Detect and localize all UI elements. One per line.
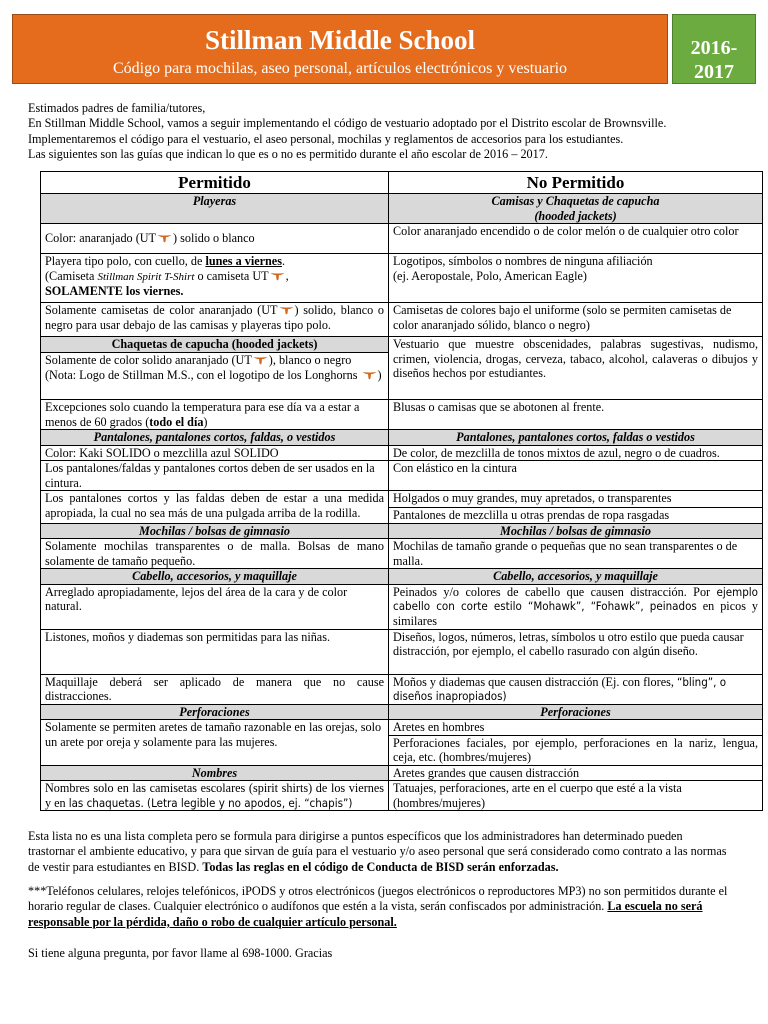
footer-contact: Si tiene alguna pregunta, por favor llame al 698-1000. Gracias [28,946,333,960]
footer-text: de vestir para estudiantes en BISD. [28,859,203,874]
section-label: (hooded jackets) [534,208,617,223]
cell-text: , [285,268,289,283]
cell-no-permitido: Mochilas de tamaño grande o pequeñas que no sean transparentes o de malla. [389,539,763,569]
no-permitido-header: No Permitido [389,172,763,194]
cell-text: las chaquetas. (Letra legible y no apodos, ej. “chapis”) [68,795,353,810]
footer-line: trastornar el ambiente educativo, y para que sirvan de guía para el vestuario y/o aseo personal que será considerado como contrato a las normas [28,844,727,859]
table-row [41,491,763,508]
cell-text: Moños y diademas que causen distracción (Ej. con flores, [393,674,677,689]
footer-line [28,899,752,914]
table-row [41,194,763,224]
cell-no-permitido: Camisetas de colores bajo el uniforme (solo se permiten camisetas de color anaranjado sólido, blanco o negro) [389,303,763,337]
cell-no-permitido: De color, de mezclilla de tonos mixtos de azul, negro o de cuadros. [389,445,763,461]
cell-no-permitido: Color anaranjado encendido o de color melón o de cualquier otro color [389,224,763,254]
cell-text: Stillman Spirit T-Shirt [97,270,195,283]
school-year: 2016-2017 [690,37,738,83]
cell-text: ) [203,414,208,429]
cell-permitido: Maquillaje deberá ser aplicado de manera que no cause distracciones. [41,674,389,704]
section-mochilas: Mochilas / bolsas de gimnasio [389,523,763,539]
cell-text: ) [377,367,382,382]
cell-no-permitido: Perforaciones faciales, por ejemplo, perforaciones en la nariz, lengua, ceja, etc. (hombres/mujeres) [389,735,763,765]
cell-permitido: Solamente mochilas transparentes o de malla. Bolsas de mano solamente de tamaño pequeño. [41,539,389,569]
table-row [41,781,763,811]
cell-no-permitido: Blusas o camisas que se abotonen al frente. [389,400,763,430]
cell-text: ) solido, blanco o negro para usar debajo de las camisas y playeras tipo polo. [45,303,384,332]
table-row [41,224,763,254]
intro-letter [28,101,748,162]
cell-text: “bling”, o diseños inapropiados) [393,674,727,703]
cell-permitido [41,781,389,811]
table-row [41,720,763,736]
table-row [41,430,763,446]
cell-no-permitido [389,254,763,303]
cell-permitido: Listones, moños y diademas son permitidas para las niñas. [41,629,389,674]
cell-text: ejemplo cabello con corte estilo “Mohawk”, “Fohawk”, peinados [393,584,758,613]
cell-text: Solamente de color solido anaranjado (UT [45,353,252,367]
cell-text: SOLAMENTE los viernes. [45,284,184,298]
cell-no-permitido [389,674,763,704]
document-subtitle: Código para mochilas, aseo personal, artículos electrónicos y vestuario [112,60,568,77]
school-title: Stillman Middle School [204,25,476,55]
cell-no-permitido [389,584,763,629]
cell-no-permitido: Aretes en hombres [389,720,763,736]
footer-line: ***Teléfonos celulares, relojes telefónicos, iPODS y otros electrónicos (juegos electrónicos o reproductores MP3) no son permitidos durante el [28,884,728,898]
cell-permitido [41,400,389,430]
section-cabello: Cabello, accesorios, y maquillaje [41,569,389,585]
table-row [41,461,763,491]
footer-text: Todas las reglas en el código de Conducta de BISD serán enforzadas. [202,859,559,874]
year-box [672,14,756,84]
section-pantalones: Pantalones, pantalones cortos, faldas, o vestidos [41,430,389,446]
cell-text: Logotipos, símbolos o nombres de ninguna afiliación [393,254,653,268]
footer-text: La escuela no será [607,899,703,914]
table-row [41,254,763,303]
cell-permitido [41,254,389,303]
cell-text: Peinados y/o colores de cabello que causen distracción. Por [393,584,717,599]
footer-line: responsable por la pérdida, daño o robo de cualquier artículo personal. [28,914,397,929]
cell-permitido: Los pantalones cortos y las faldas deben de estar a una medida apropiada, la cual no sea más de una pulgada arriba de la rodilla. [41,491,389,524]
cell-permitido [41,303,389,337]
cell-permitido [41,353,389,400]
footer-line [28,860,752,875]
section-perforaciones: Perforaciones [41,704,389,720]
table-row [41,539,763,569]
cell-text: Nombres solo en las camisetas escolares (spirit shirts) de los viernes y en [45,781,384,810]
cell-text: ) solido o blanco [173,231,255,246]
cell-text: (ej. Aeropostale, Polo, American Eagle) [393,268,587,283]
longhorn-icon [270,271,285,281]
footer-line: Esta lista no es una lista completa pero se formula para dirigirse a puntos específicos que los administradores han determinado pueden [28,829,683,843]
cell-text: en picos y similares [393,599,758,628]
table-header-row [41,172,763,194]
cell-permitido: Arreglado apropiadamente, lejos del área de la cara y de color natural. [41,584,389,629]
section-pantalones: Pantalones, pantalones cortos, faldas o vestidos [389,430,763,446]
dress-code-table [40,171,763,811]
cell-no-permitido: Holgados o muy grandes, muy apretados, o transparentes [389,491,763,508]
table-row [41,445,763,461]
cell-text: ), blanco o negro (Nota: Logo de Stillman M.S., con el logotipo de los Longhorns [45,353,361,382]
cell-text: Solamente camisetas de color anaranjado (UT [45,303,278,317]
cell-no-permitido: Vestuario que muestre obscenidades, palabras sugestivas, nudismo, crimen, violencia, drogas, cerveza, tabaco, alcohol, calaveras o dibujos y diseños hechos por estudiantes. [389,337,763,400]
table-row [41,523,763,539]
cell-text: Playera tipo polo, con cuello, de [45,254,206,268]
section-camisas [389,194,763,224]
table-row [41,569,763,585]
header-title-box [12,14,668,84]
cell-permitido: Los pantalones/faldas y pantalones cortos deben de ser usados en la cintura. [41,461,389,491]
table-row [41,765,763,781]
section-label: Playeras [192,194,237,208]
cell-no-permitido: Con elástico en la cintura [389,461,763,491]
cell-text: lunes a viernes [205,254,282,268]
table-row [41,704,763,720]
cell-text: o camiseta UT [194,268,269,283]
cell-no-permitido: Pantalones de mezclilla u otras prendas de ropa rasgadas [389,508,763,524]
table-row [41,674,763,704]
header [12,14,756,84]
footer-paragraph-electronics [28,884,752,930]
footer-text: horario regular de clases. Cualquier electrónico o audífonos que estén a la vista, serán confiscados por administración. [28,899,608,914]
cell-text: Excepciones solo cuando la temperatura para ese día va a estar a menos de 60 grados ( [45,400,360,429]
footer-paragraph-list [28,829,752,875]
cell-text: Color: anaranjado (UT [45,231,157,246]
table-row [41,400,763,430]
section-playeras [41,194,389,224]
permitido-header: Permitido [41,172,389,194]
cell-text: (Camiseta [45,268,98,283]
intro-line: Las siguientes son las guías que indican lo que es o no es permitido durante el año escolar de 2016 – 2017. [28,146,548,161]
table-row [41,584,763,629]
section-chaquetas: Chaquetas de capucha (hooded jackets) [41,337,389,353]
cell-text: . [281,254,285,268]
section-cabello: Cabello, accesorios, y maquillaje [389,569,763,585]
cell-permitido: Solamente se permiten aretes de tamaño razonable en las orejas, solo un arete por oreja y solamente para las mujeres. [41,720,389,766]
intro-line: En Stillman Middle School, vamos a seguir implementando el código de vestuario adoptado por el Distrito escolar de Brownsville. [28,116,667,131]
table-row [41,303,763,337]
intro-line: Estimados padres de familia/tutores, [28,101,206,115]
cell-no-permitido: Aretes grandes que causen distracción [389,765,763,781]
longhorn-icon [362,370,377,380]
section-nombres: Nombres [41,765,389,781]
cell-no-permitido: Tatuajes, perforaciones, arte en el cuerpo que esté a la vista (hombres/mujeres) [389,781,763,811]
longhorn-icon [279,305,294,315]
longhorn-icon [253,355,268,365]
cell-no-permitido: Diseños, logos, números, letras, símbolos u otro estilo que pueda causar distracción, por ejemplo, el cabello rasurado con algún diseño. [389,629,763,674]
section-perforaciones: Perforaciones [389,704,763,720]
cell-permitido [41,224,389,254]
cell-text: todo el día [149,414,204,429]
intro-line: Implementaremos el código para el vestuario, el aseo personal, mochilas y reglamentos de accesorios para los estudiantes. [28,131,624,146]
cell-permitido: Color: Kaki SOLIDO o mezclilla azul SOLIDO [41,445,389,461]
longhorn-icon [157,233,172,243]
table-row [41,629,763,674]
section-mochilas: Mochilas / bolsas de gimnasio [41,523,389,539]
table-row [41,337,763,353]
section-label: Camisas y Chaquetas de capucha [491,194,660,208]
